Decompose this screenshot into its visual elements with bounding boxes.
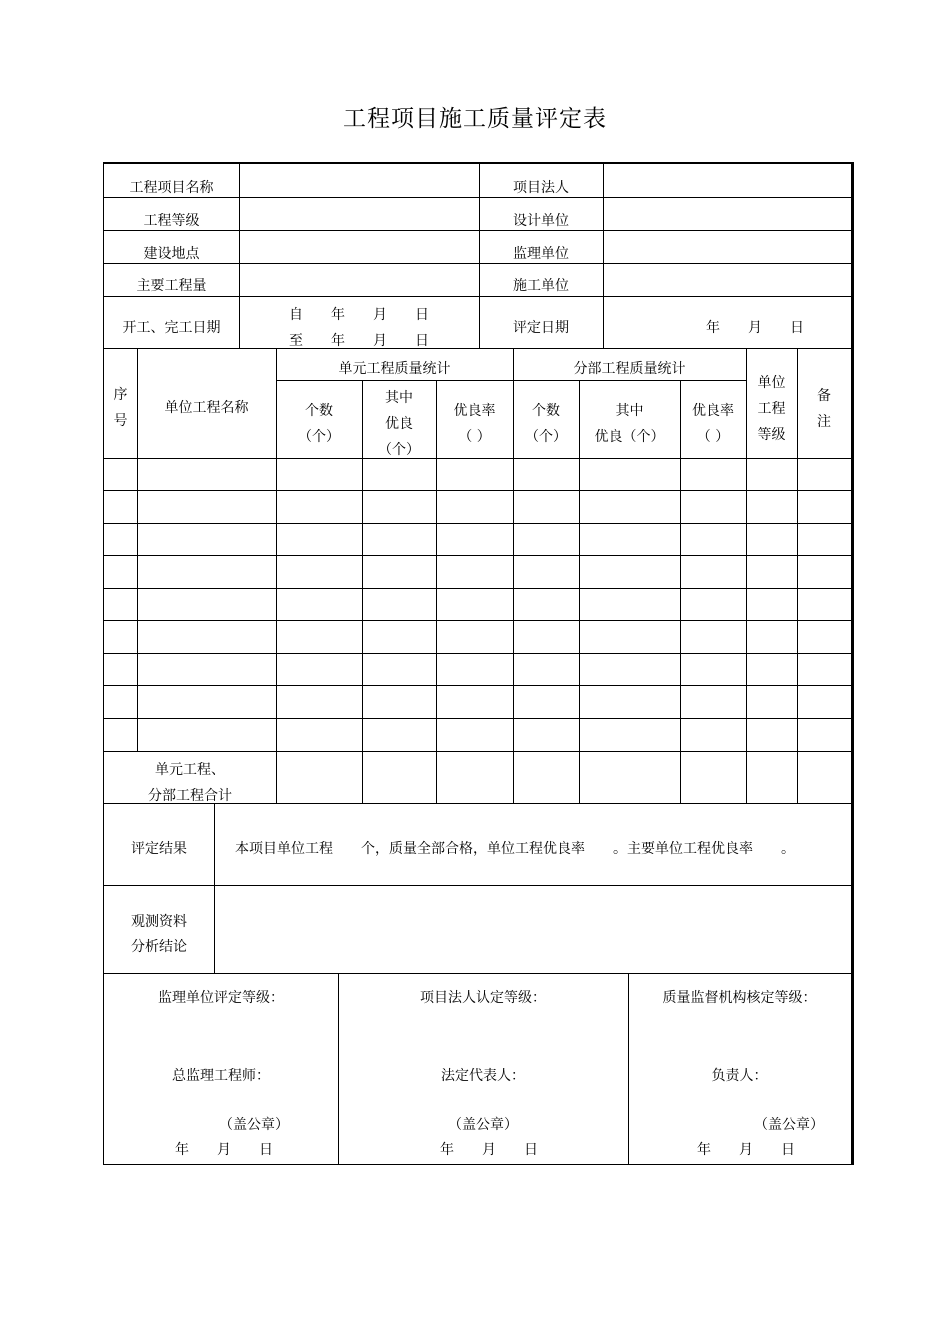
table-row <box>104 653 851 654</box>
sig-owner-grade: 项目法人认定等级： <box>420 990 546 1006</box>
evaluation-form <box>103 162 854 1165</box>
date-from: 自 年 月 日 <box>289 307 429 323</box>
col-excellent-a-3: （个） <box>378 442 420 458</box>
table-row <box>104 555 851 556</box>
col-remark-1: 备 <box>817 388 831 404</box>
col-rate-b-2: （ ） <box>696 429 730 445</box>
design-unit-label: 设计单位 <box>513 213 569 229</box>
sig-owner-date: 年 月 日 <box>440 1142 538 1158</box>
table-row <box>104 620 851 621</box>
col-unit-name: 单位工程名称 <box>164 400 249 416</box>
eval-date-label: 评定日期 <box>513 320 569 336</box>
col-count-b-2: （个） <box>525 429 567 445</box>
sig-owner-seal: （盖公章） <box>448 1117 518 1133</box>
col-grade-3: 等级 <box>757 427 786 443</box>
location-label: 建设地点 <box>143 246 200 262</box>
eval-date-value: 年 月 日 <box>706 320 804 336</box>
sig-supervision-date: 年 月 日 <box>175 1142 273 1158</box>
col-rate-a-1: 优良率 <box>453 403 496 419</box>
col-excellent-b-1: 其中 <box>615 403 644 419</box>
col-count-a-1: 个数 <box>305 403 333 419</box>
col-rate-b-1: 优良率 <box>692 403 734 419</box>
page-title: 工程项目施工质量评定表 <box>343 106 607 132</box>
col-rate-a-2: （ ） <box>458 429 491 445</box>
col-grade-2: 工程 <box>757 401 786 417</box>
observation-line-2: 分析结论 <box>131 939 187 955</box>
table-row <box>104 751 851 752</box>
sig-monitor-signer: 负责人： <box>711 1068 768 1084</box>
sig-supervision-seal: （盖公章） <box>219 1117 289 1133</box>
grade-label: 工程等级 <box>143 213 200 229</box>
observation-line-1: 观测资料 <box>131 914 187 930</box>
project-name-label: 工程项目名称 <box>129 180 214 196</box>
table-row <box>104 490 851 491</box>
col-seq-2: 号 <box>113 413 128 429</box>
table-row <box>104 588 851 589</box>
col-excellent-b-2: 优良（个） <box>594 429 665 445</box>
col-seq-1: 序 <box>113 387 128 403</box>
col-excellent-a-2: 优良 <box>385 416 413 432</box>
col-grade-1: 单位 <box>757 375 786 391</box>
date-to: 至 年 月 日 <box>289 333 429 349</box>
col-part-stats: 分部工程质量统计 <box>573 361 686 377</box>
supervision-unit-label: 监理单位 <box>513 246 569 262</box>
col-unit-stats: 单元工程质量统计 <box>338 361 451 377</box>
col-count-b-1: 个数 <box>532 403 560 419</box>
totals-line-1: 单元工程、 <box>155 762 225 778</box>
result-text: 本项目单位工程 个，质量全部合格，单位工程优良率 。主要单位工程优良率 。 <box>235 841 795 857</box>
totals-line-2: 分部工程合计 <box>148 788 232 804</box>
col-excellent-a-1: 其中 <box>385 390 413 406</box>
col-count-a-2: （个） <box>298 429 340 445</box>
table-row <box>104 685 851 686</box>
sig-monitor-seal: （盖公章） <box>754 1117 824 1133</box>
legal-person-label: 项目法人 <box>513 180 569 196</box>
col-remark-2: 注 <box>817 414 831 430</box>
sig-owner-signer: 法定代表人： <box>441 1068 525 1084</box>
construction-unit-label: 施工单位 <box>513 278 569 294</box>
table-row <box>104 718 851 719</box>
sig-supervision-signer: 总监理工程师： <box>172 1068 270 1084</box>
sig-supervision-grade: 监理单位评定等级： <box>158 990 284 1006</box>
sig-monitor-grade: 质量监督机构核定等级： <box>662 990 817 1006</box>
result-label: 评定结果 <box>131 841 187 857</box>
dates-label: 开工、完工日期 <box>122 320 221 336</box>
sig-monitor-date: 年 月 日 <box>697 1142 795 1158</box>
main-quantity-label: 主要工程量 <box>136 278 207 294</box>
table-row <box>104 523 851 524</box>
